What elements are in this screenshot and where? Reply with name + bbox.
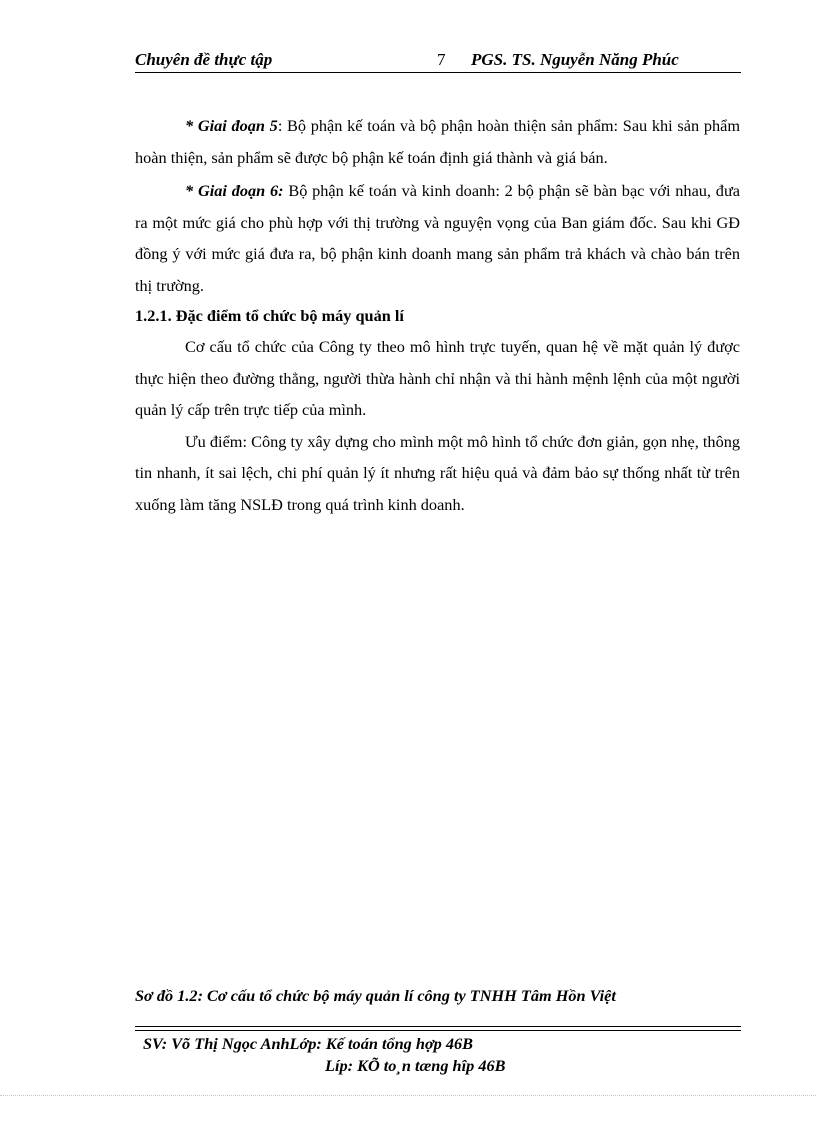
paragraph-structure: Cơ cấu tổ chức của Công ty theo mô hình trực tuyến, quan hệ về mặt quản lý được thực hiện theo đường thẳng, người thừa hành chỉ nhận và thi hành mệnh lệnh của một người quản lý cấp trên trực tiếp của mình. [135, 337, 740, 419]
paragraph-stage-5 [135, 110, 740, 173]
stage-6-label: * Giai đoạn 6: [185, 181, 284, 200]
footer-student-line: SV: Võ Thị Ngọc AnhLớp: Kế toán tổng hợp 46B [143, 1034, 474, 1053]
diagram-caption: Sơ đồ 1.2: Cơ cấu tổ chức bộ máy quản lí công ty TNHH Tâm Hồn Việt [135, 986, 616, 1005]
header-divider [135, 72, 741, 73]
paragraph-stage-6 [135, 175, 740, 301]
footer-divider-top [135, 1026, 741, 1027]
section-heading: 1.2.1. Đặc điểm tổ chức bộ máy quản lí [135, 306, 404, 325]
stage-5-text: : Bộ phận kế toán và bộ phận hoàn thiện sản phẩm: Sau khi sản phẩm hoàn thiện, sản phẩm sẽ được bộ phận kế toán định giá thành và giá bán. [135, 116, 740, 167]
footer-divider-bottom [135, 1030, 741, 1031]
header-title: Chuyên đề thực tập [135, 50, 273, 69]
document-body [135, 110, 740, 520]
page-bottom-dotted-line [0, 1095, 816, 1096]
page-header [135, 48, 741, 72]
header-author: PGS. TS. Nguyễn Năng Phúc [471, 50, 679, 69]
footer-class-line: Líp: KÕ to¸n tæng hîp 46B [325, 1056, 506, 1075]
stage-5-label: * Giai đoạn 5 [185, 116, 278, 135]
page-number: 7 [437, 50, 446, 69]
paragraph-advantages: Ưu điểm: Công ty xây dựng cho mình một mô hình tổ chức đơn giản, gọn nhẹ, thông tin nhanh, ít sai lệch, chi phí quản lý ít nhưng rất hiệu quả và đảm bảo sự thống nhất từ trên xuống làm tăng NSLĐ trong quá trình kinh doanh. [135, 431, 740, 514]
stage-6-text: Bộ phận kế toán và kinh doanh: 2 bộ phận sẽ bàn bạc với nhau, đưa ra một mức giá cho phù hợp với thị trường và nguyện vọng của Ban giám đốc. Sau khi GĐ đồng ý với mức giá đưa ra, bộ phận kinh doanh mang sản phẩm trả khách và chào bán trên thị trường. [135, 181, 740, 295]
